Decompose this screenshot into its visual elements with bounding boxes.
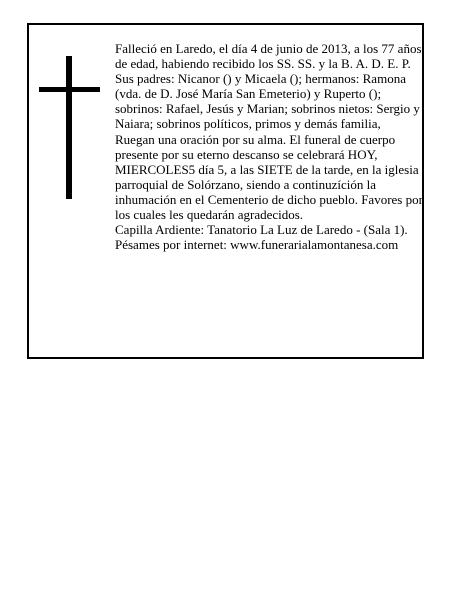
obituary-text — [115, 41, 425, 252]
condolences-website: Pésames por internet: www.funerarialamontanesa.com — [115, 237, 399, 253]
family-list: Sus padres: Nicanor () y Micaela (); hermanos: Ramona (vda. de D. José María San Emeterio) y Ruperto (); sobrinos: Rafael, Jesús y Marian; sobrinos nietos: Sergio y Naiara; sobrinos políticos, primos y demás familia, — [115, 71, 420, 132]
death-announcement: Falleció en Laredo, el día 4 de junio de 2013, a los 77 años de edad, habiendo recibido los SS. SS. y la B. A. D. E. P. — [115, 41, 422, 72]
cross-vertical-bar — [66, 56, 72, 199]
obituary-notice — [27, 23, 424, 359]
funeral-details: Ruegan una oración por su alma. El funeral de cuerpo presente por su eterno descanso se celebrará HOY, MIERCOLES5 día 5, a las SIETE de la tarde, en la iglesia parroquial de Solórzano, siendo a continuzíción la inhumación en el Cementerio de dicho pueblo. Favores por los cuales les quedarán agradecidos. — [115, 131, 423, 223]
cross-horizontal-bar — [39, 87, 100, 92]
chapel-location: Capilla Ardiente: Tanatorio La Luz de Laredo - (Sala 1). — [115, 222, 408, 238]
cross-icon — [39, 56, 100, 199]
